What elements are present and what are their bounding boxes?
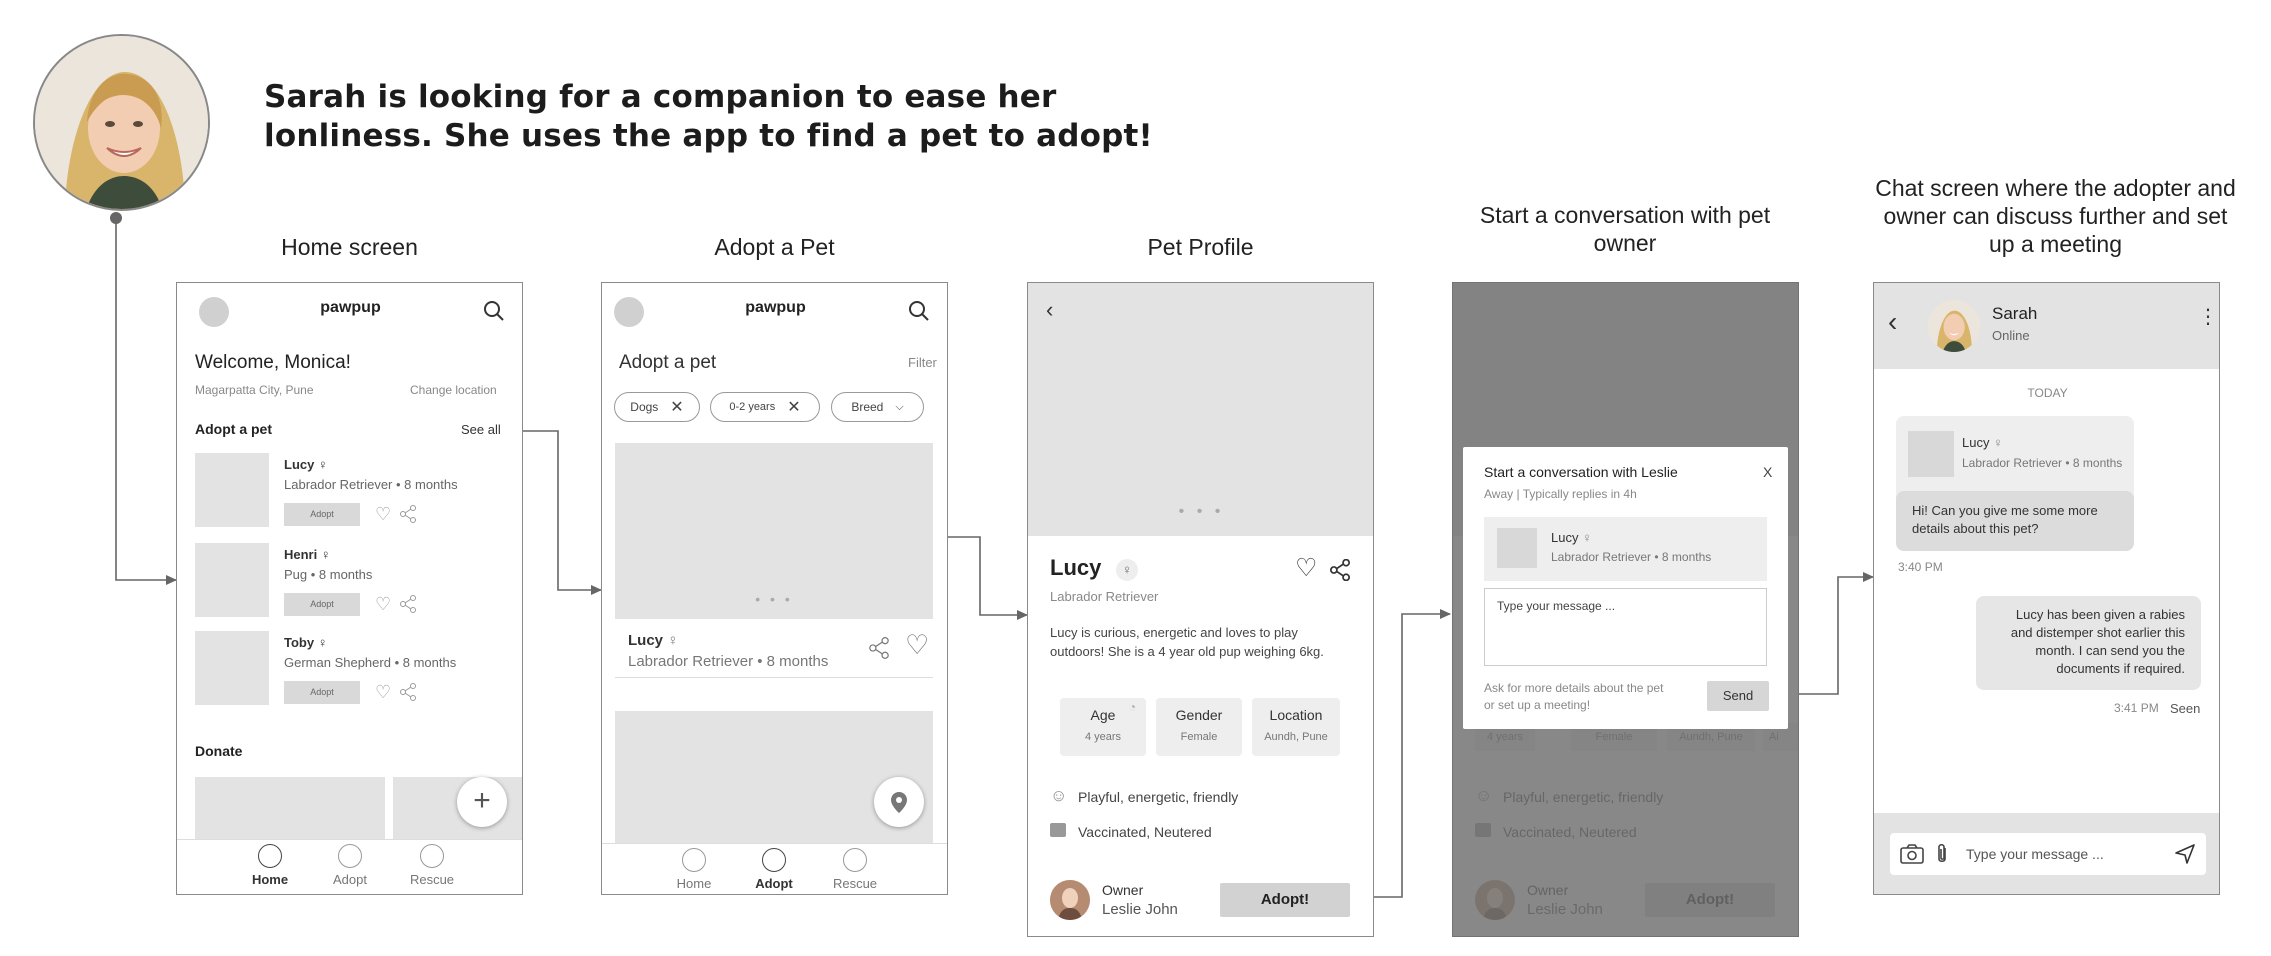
app-brand: pawpup [320, 299, 381, 316]
divider [615, 677, 933, 678]
medical-kit-icon [1050, 823, 1066, 837]
female-icon: ♀ [667, 632, 679, 649]
outgoing-timestamp: 3:41 PM [2114, 701, 2159, 715]
send-button[interactable]: Send [1707, 681, 1769, 711]
share-icon[interactable] [1329, 559, 1351, 586]
pet-hero-image [1028, 283, 1374, 536]
adopt-screen [601, 282, 948, 895]
pet-list-item[interactable] [195, 543, 515, 617]
adopt-icon [762, 848, 786, 872]
section-adopt-heading: Adopt a pet [195, 421, 272, 437]
composer-box [1890, 833, 2206, 875]
search-icon[interactable] [483, 300, 505, 327]
pet-breed: Labrador Retriever [1050, 589, 1159, 604]
stat-card-age: Age 4 years ◔ [1060, 698, 1146, 756]
day-divider: TODAY [2027, 386, 2068, 400]
message-input[interactable]: Type your message ... [1484, 588, 1767, 666]
nav-home[interactable]: Home [659, 848, 729, 891]
heart-icon[interactable]: ♡ [1295, 554, 1318, 582]
pet-name: Lucy [1050, 555, 1102, 580]
pet-desc: Pug • 8 months [284, 567, 373, 582]
page-title: Adopt a pet [619, 352, 717, 373]
paperclip-icon[interactable] [1935, 843, 1949, 870]
add-fab-button[interactable]: + [457, 777, 507, 827]
shared-pet-message [1896, 416, 2134, 551]
filter-chip-dogs[interactable]: Dogs ✕ [614, 392, 700, 422]
adopt-button[interactable]: Adopt! [1220, 883, 1350, 917]
clock-icon: ◔ [1128, 700, 1136, 714]
pet-traits: Playful, energetic, friendly [1078, 789, 1239, 805]
modal-hint: Ask for more details about the pet or set up a meeting! [1484, 681, 1664, 712]
conversation-modal [1463, 447, 1788, 729]
pet-desc: German Shepherd • 8 months [284, 655, 457, 670]
chat-screen [1873, 282, 2220, 895]
pet-thumbnail [195, 453, 269, 527]
share-icon[interactable] [399, 505, 417, 528]
chat-header [1874, 283, 2220, 369]
pet-thumbnail [1908, 431, 1954, 477]
incoming-message-text: Hi! Can you give me some more details about this pet? [1896, 491, 2134, 551]
rescue-icon [420, 844, 444, 868]
contact-avatar [1928, 300, 1980, 352]
pet-list-item[interactable] [195, 631, 515, 705]
pet-thumbnail [1497, 528, 1537, 568]
adopt-button[interactable]: Adopt [284, 503, 360, 526]
stat-card-gender: Gender Female [1156, 698, 1242, 756]
pet-desc: Labrador Retriever • 8 months [284, 477, 458, 492]
pet-desc: Labrador Retriever • 8 months [1551, 550, 1712, 564]
female-icon: ♀ [317, 635, 328, 650]
contact-name: Sarah [1992, 304, 2038, 323]
persona-story: Sarah is looking for a companion to ease her lonliness. She uses the app to find a pet to adopt! [264, 79, 1153, 154]
owner-label: Owner [1102, 882, 1144, 898]
nav-home[interactable]: Home [235, 844, 305, 887]
section-donate-heading: Donate [195, 743, 243, 759]
message-input[interactable]: Type your message ... [1966, 846, 2104, 862]
back-icon[interactable]: ‹ [1888, 306, 1898, 337]
share-icon[interactable] [399, 595, 417, 618]
share-icon[interactable] [399, 683, 417, 706]
map-pin-button[interactable] [874, 777, 924, 827]
pet-name: Lucy [628, 632, 664, 649]
pet-desc: Labrador Retriever • 8 months [1962, 456, 2123, 470]
modal-title: Start a conversation with Leslie [1484, 464, 1678, 480]
incoming-timestamp: 3:40 PM [1898, 560, 1943, 574]
female-icon: ♀ [1582, 530, 1592, 545]
step-title-conversation: Start a conversation with pet owner [1479, 202, 1771, 256]
location-text: Magarpatta City, Pune [195, 383, 314, 397]
chat-composer [1874, 813, 2220, 895]
step-title-adopt: Adopt a Pet [714, 234, 835, 260]
bottom-nav [602, 843, 948, 895]
pet-about: Lucy is curious, energetic and loves to play outdoors! She is a 4 year old pup weighing 6kg. [1050, 625, 1324, 659]
female-icon: ♀ [320, 547, 331, 562]
welcome-text: Welcome, Monica! [195, 352, 351, 373]
heart-icon[interactable]: ♡ [375, 594, 392, 614]
rescue-icon [843, 848, 867, 872]
contact-status: Online [1992, 328, 2030, 343]
pet-name: Lucy [1962, 435, 1990, 450]
female-icon: ♀ [1116, 559, 1138, 581]
step-title-profile: Pet Profile [1147, 234, 1254, 260]
adopt-icon [338, 844, 362, 868]
change-location-link[interactable]: Change location [410, 383, 497, 397]
pet-list-item[interactable] [195, 453, 515, 527]
female-icon: ♀ [317, 457, 328, 472]
heart-icon[interactable]: ♡ [375, 504, 392, 524]
pet-thumbnail [195, 543, 269, 617]
smile-icon: ☺ [1050, 786, 1068, 805]
donate-card[interactable] [195, 777, 385, 839]
pet-name: Toby [284, 635, 315, 650]
camera-icon[interactable] [1900, 844, 1924, 869]
heart-icon[interactable]: ♡ [375, 682, 392, 702]
pet-name: Lucy [284, 457, 315, 472]
home-icon [682, 848, 706, 872]
step-title-chat: Chat screen where the adopter and owner can discuss further and set up a meeting [1875, 175, 2236, 257]
search-icon[interactable] [908, 300, 930, 327]
chevron-down-icon: ⌵ [895, 400, 904, 413]
pet-thumbnail [195, 631, 269, 705]
share-icon[interactable] [868, 637, 890, 664]
carousel-dots: • • • [755, 591, 793, 607]
nav-adopt[interactable]: Adopt [315, 844, 385, 887]
pet-name: Lucy [1551, 530, 1579, 545]
home-screen [176, 282, 523, 895]
carousel-dots: • • • [1178, 503, 1225, 520]
persona-avatar [33, 34, 210, 211]
filter-link[interactable]: Filter [908, 355, 937, 370]
app-brand: pawpup [745, 299, 806, 316]
outgoing-message: Lucy has been given a rabies and distemper shot earlier this month. I can send you the documents if required. [1976, 596, 2201, 690]
close-icon[interactable]: ✕ [670, 399, 684, 416]
pet-summary-card [1484, 517, 1767, 581]
heart-icon[interactable]: ♡ [905, 630, 930, 660]
connector-persona-home [116, 218, 176, 580]
connector-home-adopt [516, 431, 601, 590]
send-icon[interactable] [2175, 844, 2195, 869]
owner-name: Leslie John [1102, 901, 1178, 918]
pet-profile-screen [1027, 282, 1374, 937]
close-icon[interactable]: X [1763, 464, 1773, 480]
step-title-home: Home screen [281, 234, 418, 260]
owner-avatar [1050, 880, 1090, 920]
owner-status: Away | Typically replies in 4h [1484, 487, 1637, 501]
nav-adopt[interactable]: Adopt [739, 848, 809, 891]
close-icon[interactable]: ✕ [787, 399, 801, 416]
adopt-button[interactable]: Adopt [284, 681, 360, 704]
bottom-nav [177, 839, 523, 895]
pet-photo-carousel[interactable] [615, 443, 933, 619]
filter-chip-age[interactable]: 0-2 years ✕ [710, 392, 820, 422]
nav-rescue[interactable]: Rescue [397, 844, 467, 887]
nav-rescue[interactable]: Rescue [820, 848, 890, 891]
female-icon: ♀ [1993, 435, 2003, 450]
filter-chip-breed[interactable]: Breed ⌵ [831, 392, 924, 422]
pet-desc: Labrador Retriever • 8 months [628, 653, 829, 670]
pet-health: Vaccinated, Neutered [1078, 824, 1212, 840]
stat-card-location: Location Aundh, Pune [1252, 698, 1340, 756]
seen-status: Seen [2170, 701, 2201, 716]
adopt-button[interactable]: Adopt [284, 593, 360, 616]
home-icon [258, 844, 282, 868]
more-options-icon[interactable]: ⋮ [2198, 306, 2218, 328]
back-icon[interactable]: ‹ [1046, 297, 1054, 322]
see-all-link[interactable]: See all [461, 422, 501, 437]
pet-name: Henri [284, 547, 318, 562]
